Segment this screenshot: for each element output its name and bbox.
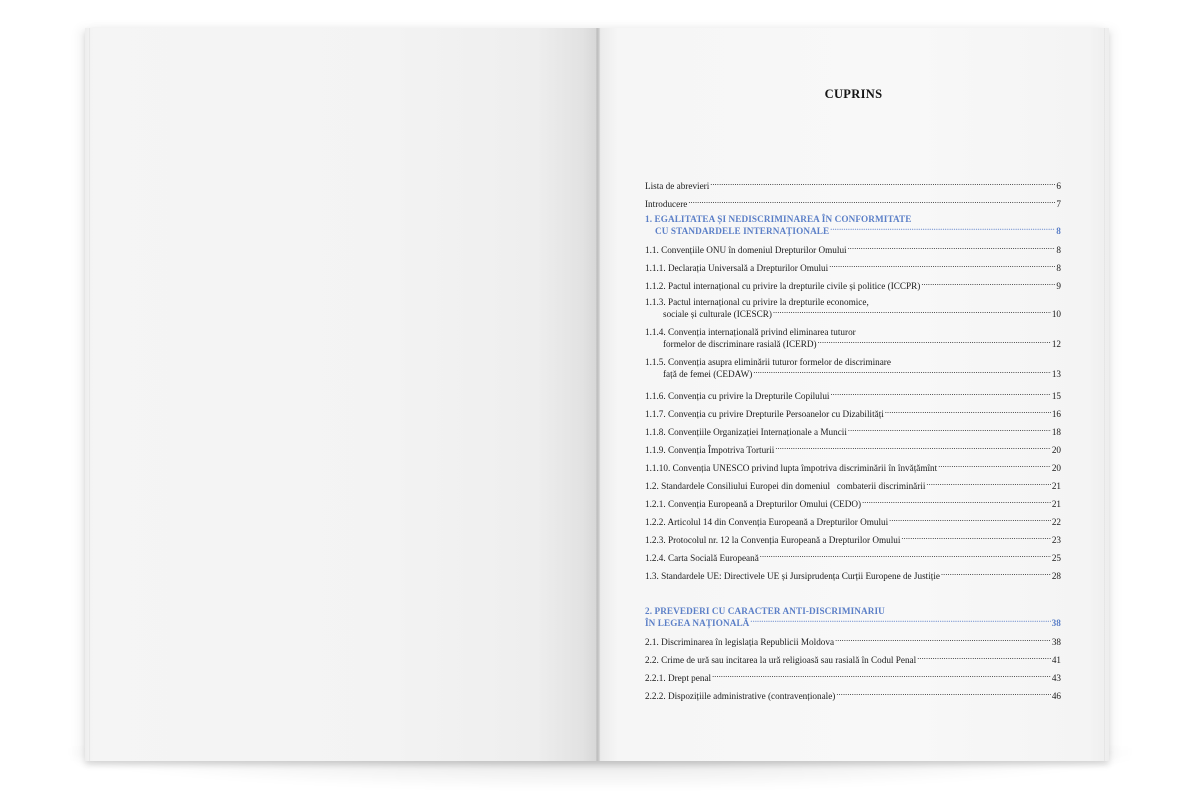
page-number: 43 [1051,673,1061,683]
right-page-table-of-contents [598,28,1109,761]
leader-dots [938,461,1051,471]
toc-chapter-heading[interactable]: 1. EGALITATEA ȘI NEDISCRIMINAREA ÎN CONFORMITATE CU STANDARDELE INTERNAȚIONALE ..... 8 [645,214,1061,236]
toc-entry[interactable]: 1.1.2. Pactul internațional cu privire la drepturile civile și politice (ICCPR) ..... 9 [645,279,1061,291]
page-number: 8 [1056,245,1061,255]
leader-dots [750,616,1050,626]
page-number: 16 [1051,409,1061,419]
page-number: 38 [1051,637,1061,647]
page-number: 13 [1051,369,1061,379]
page-number: 20 [1051,463,1061,473]
leader-dots [917,653,1051,663]
page-number: 18 [1051,427,1061,437]
page-number: 10 [1051,309,1061,319]
leader-dots [926,479,1050,489]
left-page-blank [85,28,598,761]
page-number: 38 [1051,618,1061,628]
toc-entry[interactable]: 1.1.3. Pactul internațional cu privire la drepturile economice, sociale și culturale (ICESCR) ..... 10 [645,297,1061,319]
toc-entry[interactable]: 1.1.4. Convenția internațională privind eliminarea tuturor formelor de discriminare rasială (ICERD) ..... 12 [645,327,1061,349]
open-book [85,28,1109,761]
toc-entry[interactable]: 2.2.2. Dispozițiile administrative (contravenționale) ..... 46 [645,689,1061,701]
toc-entry[interactable]: 2.2.1. Drept penal ..... 43 [645,671,1061,683]
page-number: 23 [1051,535,1061,545]
leader-dots [836,689,1050,699]
page-number: 22 [1051,517,1061,527]
toc-entry[interactable]: 1.3. Standardele UE: Directivele UE și Jursiprudența Curții Europene de Justiție ..... 28 [645,569,1061,581]
toc-chapter-heading[interactable]: 2. PREVEDERI CU CARACTER ANTI-DISCRIMINARIU ÎN LEGEA NAȚIONALĂ ..... 38 [645,606,1061,628]
page-number: 8 [1056,226,1061,236]
toc-entry[interactable]: 1.1.1. Declarația Universală a Drepturilor Omului ..... 8 [645,261,1061,273]
toc-entry[interactable]: 1.1.7. Convenția cu privire Drepturile Persoanelor cu Dizabilități ..... 16 [645,407,1061,419]
leader-dots [862,497,1051,507]
leader-dots [901,533,1050,543]
page-number: 12 [1051,339,1061,349]
leader-dots [818,337,1051,347]
leader-dots [889,515,1051,525]
toc-entry[interactable]: Introducere ..... 7 [645,197,1061,209]
page-number: 6 [1056,181,1061,191]
leader-dots [829,261,1055,271]
leader-dots [773,307,1051,317]
leader-dots [760,551,1051,561]
leader-dots [921,279,1055,289]
toc-entry[interactable]: 1.1.9. Convenția Împotriva Torturii ..... 20 [645,443,1061,455]
leader-dots [753,367,1051,377]
toc-entry[interactable]: 1.2. Standardele Consiliului Europei din domeniul combaterii discriminării ..... 21 [645,479,1061,491]
toc-entry[interactable]: 1.1. Convențiile ONU în domeniul Drepturilor Omului ..... 8 [645,243,1061,255]
leader-dots [688,197,1055,207]
toc-entry[interactable]: Lista de abrevieri ..... 6 [645,179,1061,191]
page-number: 25 [1051,553,1061,563]
page-number: 28 [1051,571,1061,581]
page-number: 20 [1051,445,1061,455]
page-number: 21 [1051,481,1061,491]
leader-dots [712,671,1051,681]
page-number: 46 [1051,691,1061,701]
toc-entry[interactable]: 1.2.1. Convenția Europeană a Drepturilor Omului (CEDO) ..... 21 [645,497,1061,509]
leader-dots [835,635,1051,645]
toc-title: CUPRINS [824,87,883,101]
toc-entry[interactable]: 2.2. Crime de ură sau incitarea la ură religioasă sau rasială în Codul Penal ..... 41 [645,653,1061,665]
leader-dots [941,569,1051,579]
toc-entry[interactable]: 2.1. Discriminarea în legislația Republicii Moldova ..... 38 [645,635,1061,647]
leader-dots [830,389,1050,399]
toc-entry[interactable]: 1.2.4. Carta Socială Europeană ..... 25 [645,551,1061,563]
toc-entry[interactable]: 1.1.6. Convenția cu privire la Drepturile Copilului ..... 15 [645,389,1061,401]
toc-entry[interactable]: 1.1.10. Convenția UNESCO privind lupta împotriva discriminării în învățămînt ..... 20 [645,461,1061,473]
leader-dots [848,425,1051,435]
page-number: 7 [1056,199,1061,209]
book-spine [596,28,600,761]
page-number: 21 [1051,499,1061,509]
page-number: 15 [1051,391,1061,401]
page-number: 41 [1051,655,1061,665]
leader-dots [710,179,1055,189]
page-number: 9 [1056,281,1061,291]
leader-dots [775,443,1050,453]
page-number: 8 [1056,263,1061,273]
toc-entry[interactable]: 1.2.2. Articolul 14 din Convenția Europeană a Drepturilor Omului ..... 22 [645,515,1061,527]
toc-entry[interactable]: 1.1.8. Convențiile Organizației Internaționale a Muncii ..... 18 [645,425,1061,437]
leader-dots [830,224,1055,234]
leader-dots [848,243,1056,253]
toc-entry[interactable]: 1.2.3. Protocolul nr. 12 la Convenția Europeană a Drepturilor Omului ..... 23 [645,533,1061,545]
toc-entry[interactable]: 1.1.5. Convenția asupra eliminării tuturor formelor de discriminare față de femei (CEDAW) ..... 13 [645,357,1061,379]
leader-dots [885,407,1051,417]
